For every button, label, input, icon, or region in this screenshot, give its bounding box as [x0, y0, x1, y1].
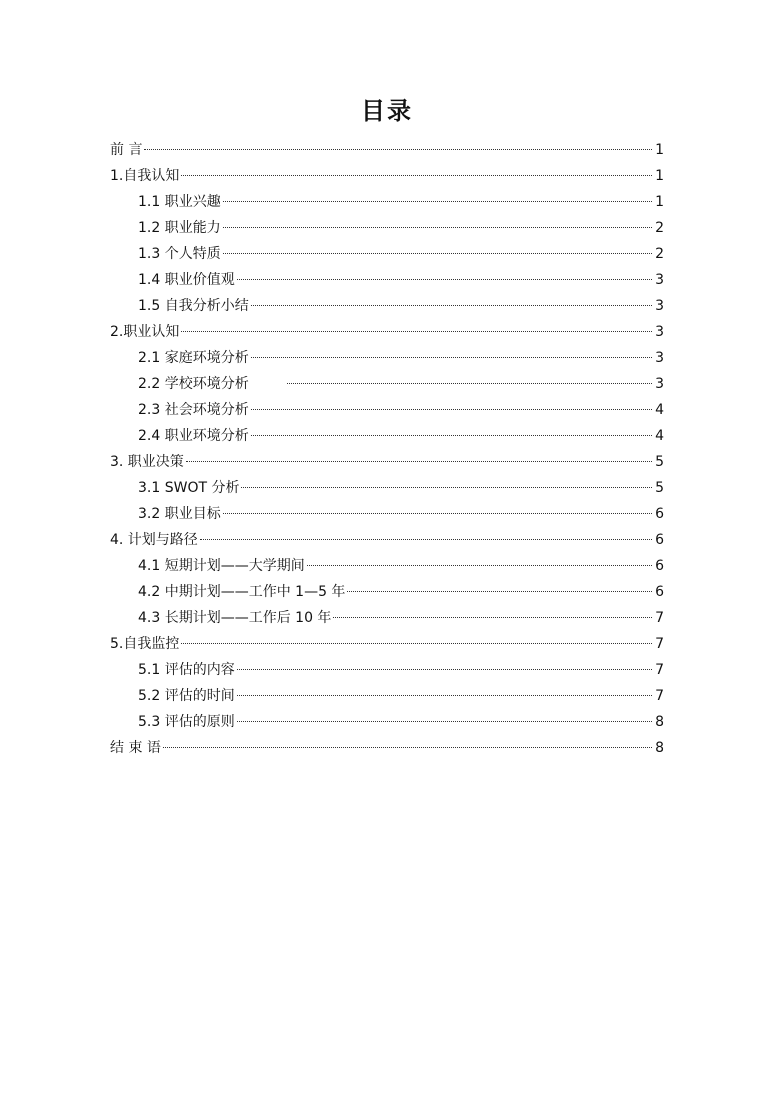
toc-entry[interactable]: [110, 475, 664, 501]
toc-dot-leader: [251, 357, 652, 358]
toc-page-number: 3: [655, 350, 664, 366]
toc-entry-label: 5.3 评估的原则: [138, 714, 235, 730]
toc-dot-leader: [186, 461, 652, 462]
toc-entry-label: 1.自我认知: [110, 168, 180, 184]
toc-entry-label: 1.1 职业兴趣: [138, 194, 221, 210]
toc-page-number: 3: [655, 324, 664, 340]
toc-entry-label: 5.1 评估的内容: [138, 662, 235, 678]
toc-entry[interactable]: [110, 423, 664, 449]
toc-dot-leader: [223, 227, 652, 228]
toc-dot-leader: [347, 591, 652, 592]
toc-dot-leader: [287, 383, 652, 384]
toc-dot-leader: [181, 643, 652, 644]
toc-entry[interactable]: [110, 371, 664, 397]
toc-dot-leader: [251, 305, 652, 306]
toc-entry-label: 3.2 职业目标: [138, 506, 221, 522]
toc-page-number: 8: [655, 714, 664, 730]
toc-page-number: 2: [655, 220, 664, 236]
toc-entry-label: 3.1 SWOT 分析: [138, 480, 240, 496]
toc-entry[interactable]: [110, 553, 664, 579]
toc-entry[interactable]: [110, 579, 664, 605]
toc-entry-label: 2.2 学校环境分析: [138, 376, 249, 392]
toc-entry[interactable]: [110, 631, 664, 657]
toc-entry-label: 1.4 职业价值观: [138, 272, 235, 288]
toc-dot-leader: [223, 201, 652, 202]
toc-page-number: 7: [655, 688, 664, 704]
toc-entry-label: 4.3 长期计划——工作后 10 年: [138, 610, 332, 626]
toc-page-number: 3: [655, 298, 664, 314]
toc-page-number: 5: [655, 454, 664, 470]
toc-page-number: 6: [655, 506, 664, 522]
toc-entry[interactable]: [110, 735, 664, 761]
toc-dot-leader: [237, 695, 652, 696]
toc-entry-label: 5.自我监控: [110, 636, 180, 652]
toc-entry[interactable]: [110, 137, 664, 163]
toc-entry-label: 5.2 评估的时间: [138, 688, 235, 704]
toc-dot-leader: [251, 409, 652, 410]
toc-entry[interactable]: [110, 501, 664, 527]
toc-dot-leader: [237, 721, 652, 722]
toc-entry[interactable]: [110, 267, 664, 293]
toc-entry[interactable]: [110, 345, 664, 371]
toc-entry-label: 2.1 家庭环境分析: [138, 350, 249, 366]
toc-entry-label: 1.3 个人特质: [138, 246, 221, 262]
toc-dot-leader: [200, 539, 652, 540]
toc-entry-label: 2.职业认知: [110, 324, 180, 340]
toc-entry-label: 3. 职业决策: [110, 454, 184, 470]
toc-entry-label: 2.4 职业环境分析: [138, 428, 249, 444]
toc-page-number: 6: [655, 584, 664, 600]
toc-dot-leader: [223, 253, 652, 254]
toc-page-number: 1: [655, 142, 664, 158]
toc-dot-leader: [241, 487, 652, 488]
toc-entry-label: 1.2 职业能力: [138, 220, 221, 236]
toc-dot-leader: [163, 747, 652, 748]
toc-entry[interactable]: [110, 527, 664, 553]
toc-dot-leader: [181, 331, 652, 332]
toc-entry[interactable]: [110, 657, 664, 683]
toc-dot-leader: [223, 513, 652, 514]
toc-entry-label: 2.3 社会环境分析: [138, 402, 249, 418]
toc-page-number: 3: [655, 376, 664, 392]
toc-page-number: 1: [655, 194, 664, 210]
toc-entry-label: 4.2 中期计划——工作中 1—5 年: [138, 584, 346, 600]
toc-entry-label: 4.1 短期计划——大学期间: [138, 558, 305, 574]
toc-entry[interactable]: [110, 293, 664, 319]
toc-entry[interactable]: [110, 449, 664, 475]
toc-dot-leader: [237, 279, 652, 280]
toc-dot-leader: [307, 565, 652, 566]
toc-dot-leader: [333, 617, 652, 618]
toc-page-number: 6: [655, 558, 664, 574]
toc-page-number: 8: [655, 740, 664, 756]
toc-page-number: 7: [655, 662, 664, 678]
toc-entry[interactable]: [110, 709, 664, 735]
toc-page-number: 7: [655, 610, 664, 626]
toc-page-number: 2: [655, 246, 664, 262]
toc-entry-label: 1.5 自我分析小结: [138, 298, 249, 314]
toc-page-number: 4: [655, 402, 664, 418]
toc-page-number: 1: [655, 168, 664, 184]
toc-page-number: 5: [655, 480, 664, 496]
toc-title: 目录: [361, 97, 413, 125]
toc-entry[interactable]: [110, 605, 664, 631]
toc-list: [110, 137, 664, 761]
toc-entry[interactable]: [110, 319, 664, 345]
toc-entry[interactable]: [110, 189, 664, 215]
toc-entry[interactable]: [110, 241, 664, 267]
toc-entry[interactable]: [110, 397, 664, 423]
toc-dot-leader: [144, 149, 652, 150]
toc-entry-label: 结 束 语: [110, 740, 161, 756]
toc-entry-label: 4. 计划与路径: [110, 532, 198, 548]
toc-dot-leader: [181, 175, 652, 176]
toc-entry[interactable]: [110, 683, 664, 709]
toc-dot-leader: [251, 435, 652, 436]
toc-entry[interactable]: [110, 163, 664, 189]
toc-page-number: 4: [655, 428, 664, 444]
toc-page-number: 3: [655, 272, 664, 288]
toc-page-number: 6: [655, 532, 664, 548]
toc-dot-leader: [237, 669, 652, 670]
toc-entry[interactable]: [110, 215, 664, 241]
toc-entry-label: 前 言: [110, 142, 143, 158]
toc-page-number: 7: [655, 636, 664, 652]
